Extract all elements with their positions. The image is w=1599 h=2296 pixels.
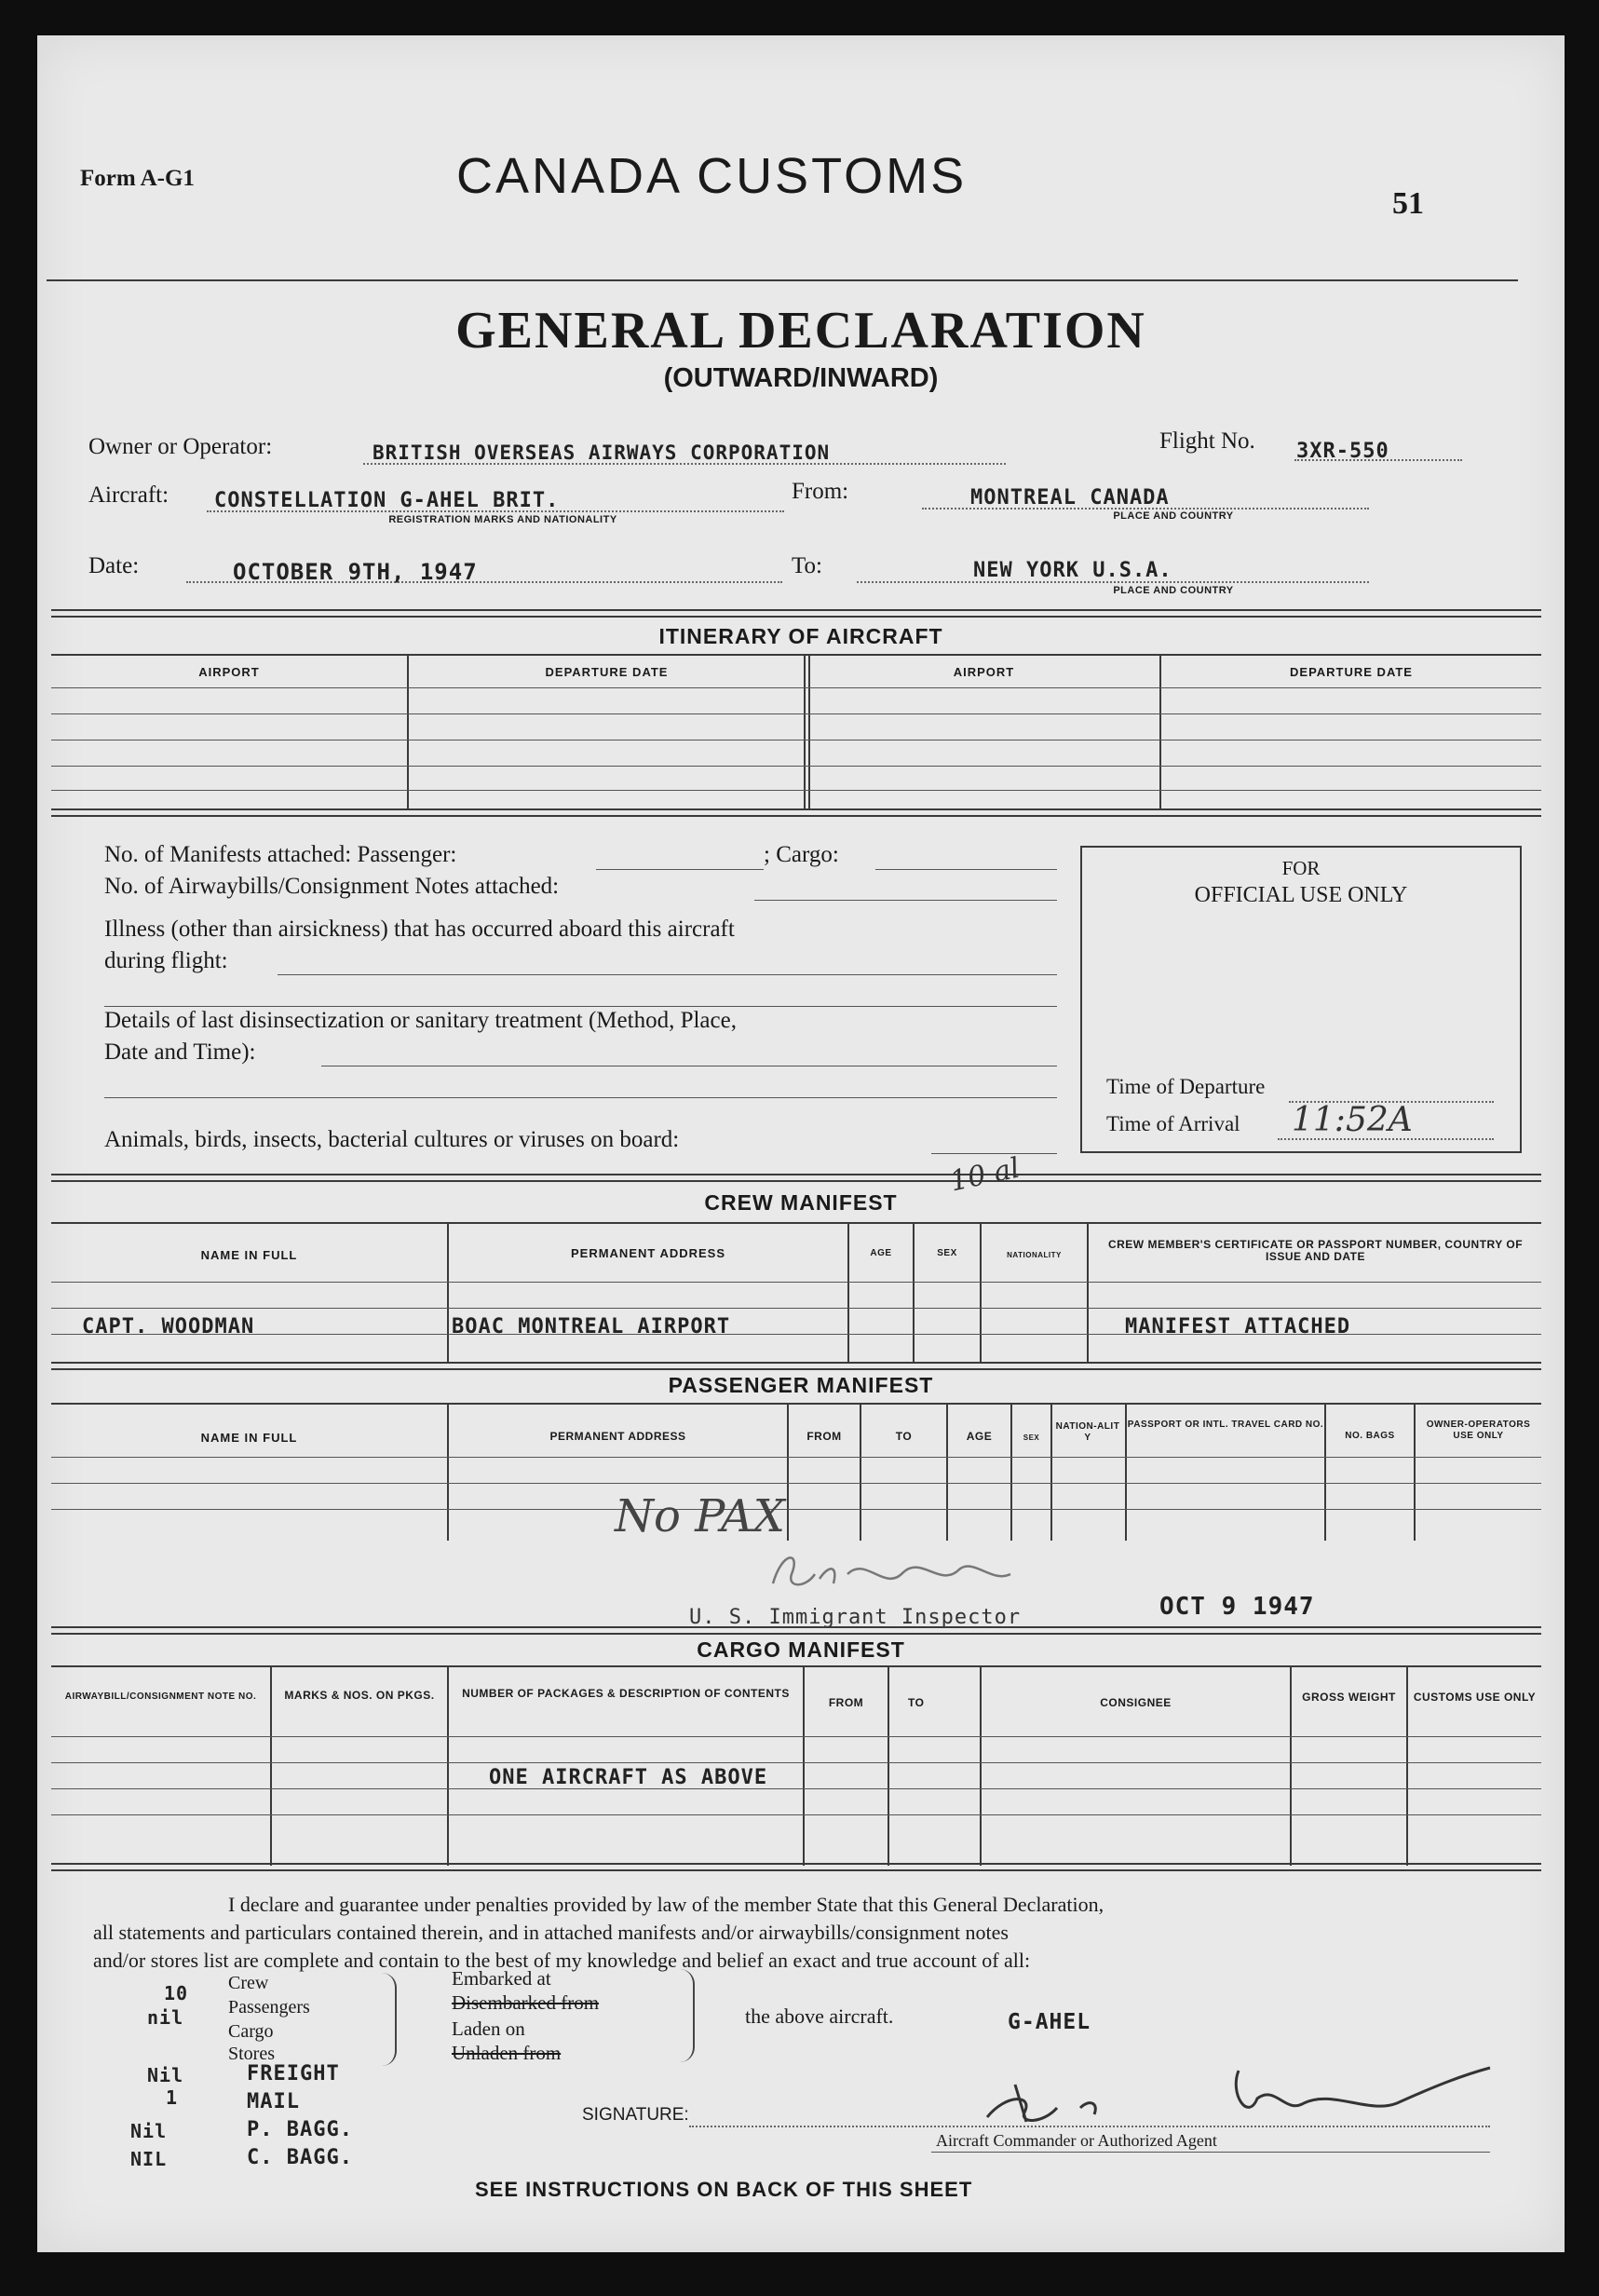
- col-divider: [946, 1403, 948, 1541]
- embarked-label: Embarked at: [452, 1967, 551, 1990]
- animals-line: [931, 1153, 1057, 1154]
- passenger-handwritten: No PAX: [615, 1490, 785, 1542]
- crew-name-value: CAPT. WOODMAN: [82, 1315, 255, 1338]
- table-row-line: [51, 713, 1541, 714]
- freight-count: Nil: [147, 2064, 184, 2086]
- page-subtitle: (OUTWARD/INWARD): [663, 363, 939, 393]
- itinerary-col-departure-2: DEPARTURE DATE: [1290, 665, 1413, 679]
- passengers-label: Passengers: [228, 1997, 310, 2017]
- table-row-line: [51, 1483, 1541, 1484]
- inspector-stamp: U. S. Immigrant Inspector: [689, 1606, 1022, 1629]
- crew-label: Crew: [228, 1973, 269, 1993]
- cargo-description-value: ONE AIRCRAFT AS ABOVE: [489, 1766, 768, 1789]
- itinerary-col-departure-1: DEPARTURE DATE: [545, 665, 669, 679]
- col-divider: [447, 1403, 449, 1541]
- owner-value: BRITISH OVERSEAS AIRWAYS CORPORATION: [373, 442, 831, 464]
- declaration-sheet: [37, 35, 1565, 2252]
- cargo-col-consignee: CONSIGNEE: [1100, 1696, 1172, 1709]
- declaration-line-2: all statements and particulars contained therein, and in attached manifests and/or airwaybills/consignment notes: [93, 1921, 1009, 1944]
- table-row-line: [51, 1509, 1541, 1510]
- table-row-line: [51, 1736, 1541, 1737]
- divider: [51, 1626, 1541, 1635]
- disinsect-label-2: Date and Time):: [104, 1039, 256, 1065]
- cargo-col-customs: CUSTOMS USE ONLY: [1413, 1691, 1537, 1704]
- passenger-col-bags: NO. BAGS: [1345, 1431, 1395, 1441]
- animals-label: Animals, birds, insects, bacterial cultures or viruses on board:: [104, 1127, 680, 1152]
- col-divider: [913, 1222, 915, 1362]
- pbagg-label: P. BAGG.: [247, 2118, 353, 2141]
- signature-caption: Aircraft Commander or Authorized Agent: [936, 2131, 1217, 2150]
- passengers-count: nil: [147, 2006, 184, 2029]
- illness-line-2: [104, 1006, 1057, 1007]
- to-value: NEW YORK U.S.A.: [973, 559, 1172, 582]
- col-divider: [1050, 1403, 1052, 1541]
- crew-col-nationality: NATIONALITY: [1007, 1251, 1062, 1259]
- stores-label: Stores: [228, 2044, 275, 2064]
- page-title: GENERAL DECLARATION: [455, 302, 1146, 360]
- official-title: OFFICIAL USE ONLY: [1194, 883, 1408, 907]
- departure-time-label: Time of Departure: [1106, 1075, 1266, 1098]
- table-row-line: [51, 1762, 1541, 1763]
- passenger-col-passport: PASSPORT OR INTL. TRAVEL CARD NO.: [1127, 1420, 1324, 1430]
- table-row-line: [51, 1814, 1541, 1815]
- signature-label: SIGNATURE:: [582, 2105, 689, 2125]
- table-row-line: [51, 1308, 1541, 1309]
- cargo-label: Cargo: [228, 2021, 274, 2042]
- illness-label-1: Illness (other than airsickness) that has occurred aboard this aircraft: [104, 917, 735, 942]
- col-divider: [888, 1665, 889, 1866]
- aircraft-value: CONSTELLATION G-AHEL BRIT.: [214, 489, 560, 512]
- freight-label: FREIGHT: [247, 2062, 340, 2085]
- disinsect-line-2: [104, 1097, 1057, 1098]
- cargo-col-from: FROM: [828, 1696, 864, 1709]
- aircraft-caption: REGISTRATION MARKS AND NATIONALITY: [388, 514, 617, 525]
- laden-label: Laden on: [452, 2017, 525, 2040]
- divider: [47, 279, 1518, 281]
- cargo-col-gross-weight: GROSS WEIGHT: [1302, 1691, 1396, 1704]
- mail-label: MAIL: [247, 2090, 300, 2113]
- col-divider: [803, 1665, 805, 1866]
- col-divider: [980, 1665, 982, 1866]
- divider: [51, 1222, 1541, 1224]
- flight-value: 3XR-550: [1296, 440, 1389, 463]
- brace: [680, 1969, 695, 2062]
- crew-title: CREW MANIFEST: [704, 1190, 898, 1215]
- cargo-label: ; Cargo:: [764, 842, 839, 867]
- illness-line: [278, 974, 1057, 975]
- table-row-line: [51, 1282, 1541, 1283]
- cargo-line: [875, 869, 1057, 870]
- passenger-col-to: TO: [895, 1430, 913, 1443]
- form-number: Form A-G1: [80, 166, 195, 191]
- col-divider: [1087, 1222, 1089, 1362]
- cargo-col-to: TO: [908, 1696, 925, 1709]
- aircraft-label: Aircraft:: [88, 482, 169, 508]
- crew-col-name: NAME IN FULL: [200, 1248, 298, 1262]
- col-divider: [1010, 1403, 1012, 1541]
- to-label: To:: [792, 553, 822, 578]
- crew-col-certificate: CREW MEMBER'S CERTIFICATE OR PASSPORT NUMBER, COUNTRY OF ISSUE AND DATE: [1107, 1238, 1524, 1263]
- col-divider: [787, 1403, 789, 1541]
- table-row-line: [51, 1788, 1541, 1789]
- passenger-col-age: AGE: [966, 1430, 993, 1443]
- itinerary-title: ITINERARY OF AIRCRAFT: [658, 624, 943, 648]
- table-row-line: [51, 1457, 1541, 1458]
- crew-address-value: BOAC MONTREAL AIRPORT: [452, 1315, 731, 1338]
- passenger-col-from: FROM: [806, 1430, 842, 1443]
- airwaybills-line: [754, 900, 1057, 901]
- passenger-col-name: NAME IN FULL: [200, 1431, 298, 1445]
- manifests-line: [596, 869, 764, 870]
- col-divider: [407, 654, 409, 810]
- divider: [51, 1665, 1541, 1667]
- pbagg-count: Nil: [130, 2120, 168, 2142]
- crew-handwritten-note: 10 al: [947, 1151, 1023, 1199]
- commander-signature: [978, 2057, 1499, 2131]
- divider: [51, 1863, 1541, 1871]
- unladen-label: Unladen from: [452, 2042, 562, 2064]
- crew-certificate-value: MANIFEST ATTACHED: [1125, 1315, 1351, 1338]
- from-value: MONTREAL CANADA: [970, 486, 1170, 509]
- passenger-title: PASSENGER MANIFEST: [668, 1373, 934, 1397]
- disembarked-label: Disembarked from: [452, 1991, 600, 2014]
- cargo-col-airwaybill: AIRWAYBILL/CONSIGNMENT NOTE NO.: [64, 1691, 257, 1702]
- disinsect-label-1: Details of last disinsectization or sanitary treatment (Method, Place,: [104, 1008, 737, 1033]
- col-divider: [447, 1222, 449, 1362]
- inspector-signature: [764, 1546, 1024, 1600]
- official-use-box: [1080, 846, 1522, 1153]
- cargo-col-description: NUMBER OF PACKAGES & DESCRIPTION OF CONTENTS: [462, 1687, 790, 1700]
- registration-value: G-AHEL: [1008, 2010, 1091, 2034]
- passenger-col-address: PERMANENT ADDRESS: [549, 1430, 686, 1443]
- passenger-col-sex: SEX: [1023, 1433, 1040, 1442]
- arrival-time-value: 11:52A: [1292, 1101, 1413, 1139]
- to-caption: PLACE AND COUNTRY: [1113, 585, 1234, 596]
- table-row-line: [51, 790, 1541, 791]
- divider: [51, 808, 1541, 817]
- declaration-line-1: I declare and guarantee under penalties provided by law of the member State that this General Declaration,: [228, 1893, 1104, 1916]
- passenger-col-nationality: NATION-ALITY: [1055, 1421, 1120, 1443]
- cbagg-count: NIL: [130, 2148, 168, 2170]
- agency-title: CANADA CUSTOMS: [456, 148, 968, 204]
- divider: [51, 654, 1541, 656]
- arrival-time-label: Time of Arrival: [1106, 1112, 1240, 1135]
- page-number: 51: [1392, 186, 1424, 221]
- crew-count: 10: [164, 1982, 189, 2004]
- illness-label-2: during flight:: [104, 948, 228, 973]
- cargo-title: CARGO MANIFEST: [697, 1637, 905, 1662]
- manifests-label: No. of Manifests attached: Passenger:: [104, 842, 457, 867]
- col-divider: [1324, 1403, 1326, 1541]
- mail-count: 1: [166, 2086, 179, 2109]
- airwaybills-label: No. of Airwaybills/Consignment Notes attached:: [104, 874, 560, 899]
- col-divider: [847, 1222, 849, 1362]
- footer-instructions: SEE INSTRUCTIONS ON BACK OF THIS SHEET: [475, 2178, 973, 2201]
- itinerary-col-airport-1: AIRPORT: [198, 665, 260, 679]
- col-divider: [860, 1403, 861, 1541]
- passenger-col-owner: OWNER-OPERATORS USE ONLY: [1426, 1420, 1531, 1441]
- from-caption: PLACE AND COUNTRY: [1113, 510, 1234, 522]
- divider: [51, 1362, 1541, 1370]
- divider: [51, 1403, 1541, 1405]
- official-for: FOR: [1281, 857, 1321, 879]
- crew-col-age: AGE: [870, 1248, 892, 1258]
- owner-label: Owner or Operator:: [88, 434, 273, 459]
- brace: [382, 1973, 397, 2066]
- col-divider: [980, 1222, 982, 1362]
- cargo-col-marks: MARKS & NOS. ON PKGS.: [284, 1689, 435, 1702]
- crew-col-address: PERMANENT ADDRESS: [570, 1246, 726, 1260]
- declaration-line-3: and/or stores list are complete and contain to the best of my knowledge and belief an exact and true account of all:: [93, 1949, 1031, 1972]
- itinerary-col-airport-2: AIRPORT: [953, 665, 1015, 679]
- above-aircraft-label: the above aircraft.: [745, 2004, 894, 2028]
- divider: [51, 609, 1541, 618]
- cbagg-label: C. BAGG.: [247, 2146, 353, 2169]
- stamp-date: OCT 9 1947: [1159, 1593, 1315, 1621]
- divider: [51, 1174, 1541, 1182]
- table-row-line: [51, 687, 1541, 688]
- table-row-line: [51, 766, 1541, 767]
- date-value: OCTOBER 9TH, 1947: [233, 559, 478, 585]
- date-label: Date:: [88, 553, 140, 578]
- flight-label: Flight No.: [1159, 428, 1255, 454]
- crew-col-sex: SEX: [937, 1248, 957, 1258]
- caption-line: [931, 2152, 1490, 2153]
- from-label: From:: [792, 479, 849, 504]
